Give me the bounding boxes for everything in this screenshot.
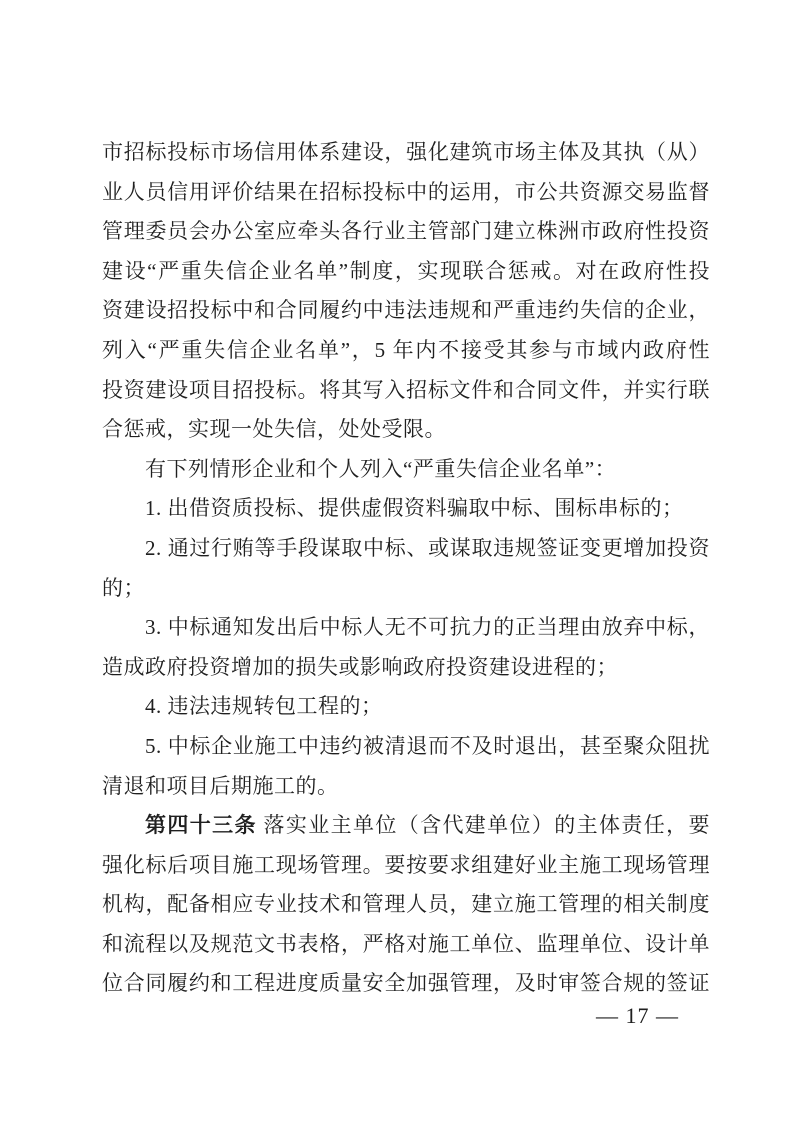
document-text-body	[102, 133, 710, 1004]
text-line: 资建设招投标中和合同履约中违法违规和严重违约失信的企业，	[102, 298, 710, 323]
text-line: 投资建设项目招投标。将其写入招标文件和合同文件，并实行联	[102, 377, 710, 402]
text-line	[102, 806, 710, 846]
article-number-heading: 第四十三条	[145, 813, 257, 838]
text-line: 清退和项目后期施工的。	[102, 773, 339, 798]
text-line: 2. 通过行贿等手段谋取中标、或谋取违规签证变更增加投资	[145, 535, 710, 560]
page-number-label: — 17 —	[596, 1003, 679, 1028]
text-line: 造成政府投资增加的损失或影响政府投资建设进程的；	[102, 654, 618, 679]
text-line: 和流程以及规范文书表格，严格对施工单位、监理单位、设计单	[102, 931, 710, 956]
text-line: 4. 违法违规转包工程的；	[145, 694, 383, 719]
text-line: 3. 中标通知发出后中标人无不可抗力的正当理由放弃中标，	[145, 615, 710, 640]
text-line: 有下列情形企业和个人列入“严重失信企业名单”：	[145, 456, 617, 481]
text-line: 的；	[102, 575, 145, 600]
text-line: 列入“严重失信企业名单”，5 年内不接受其参与市域内政府性	[102, 337, 710, 362]
article-body-text: 落实业主单位（含代建单位）的主体责任，要	[256, 813, 710, 838]
text-line: 5. 中标企业施工中违约被清退而不及时退出，甚至聚众阻扰	[145, 733, 710, 758]
text-line: 强化标后项目施工现场管理。要按要求组建好业主施工现场管理	[102, 852, 710, 877]
text-line: 业人员信用评价结果在招标投标中的运用，市公共资源交易监督	[102, 179, 710, 204]
text-line: 管理委员会办公室应牵头各行业主管部门建立株洲市政府性投资	[102, 219, 710, 244]
text-line: 1. 出借资质投标、提供虚假资料骗取中标、围标串标的；	[145, 496, 684, 521]
text-line: 位合同履约和工程进度质量安全加强管理，及时审签合规的签证	[102, 971, 710, 996]
text-line: 市招标投标市场信用体系建设，强化建筑市场主体及其执（从）	[102, 140, 710, 164]
text-line: 建设“严重失信企业名单”制度，实现联合惩戒。对在政府性投	[102, 258, 710, 283]
text-line: 机构，配备相应专业技术和管理人员，建立施工管理的相关制度	[102, 892, 710, 917]
text-line: 合惩戒，实现一处失信，处处受限。	[102, 417, 446, 442]
